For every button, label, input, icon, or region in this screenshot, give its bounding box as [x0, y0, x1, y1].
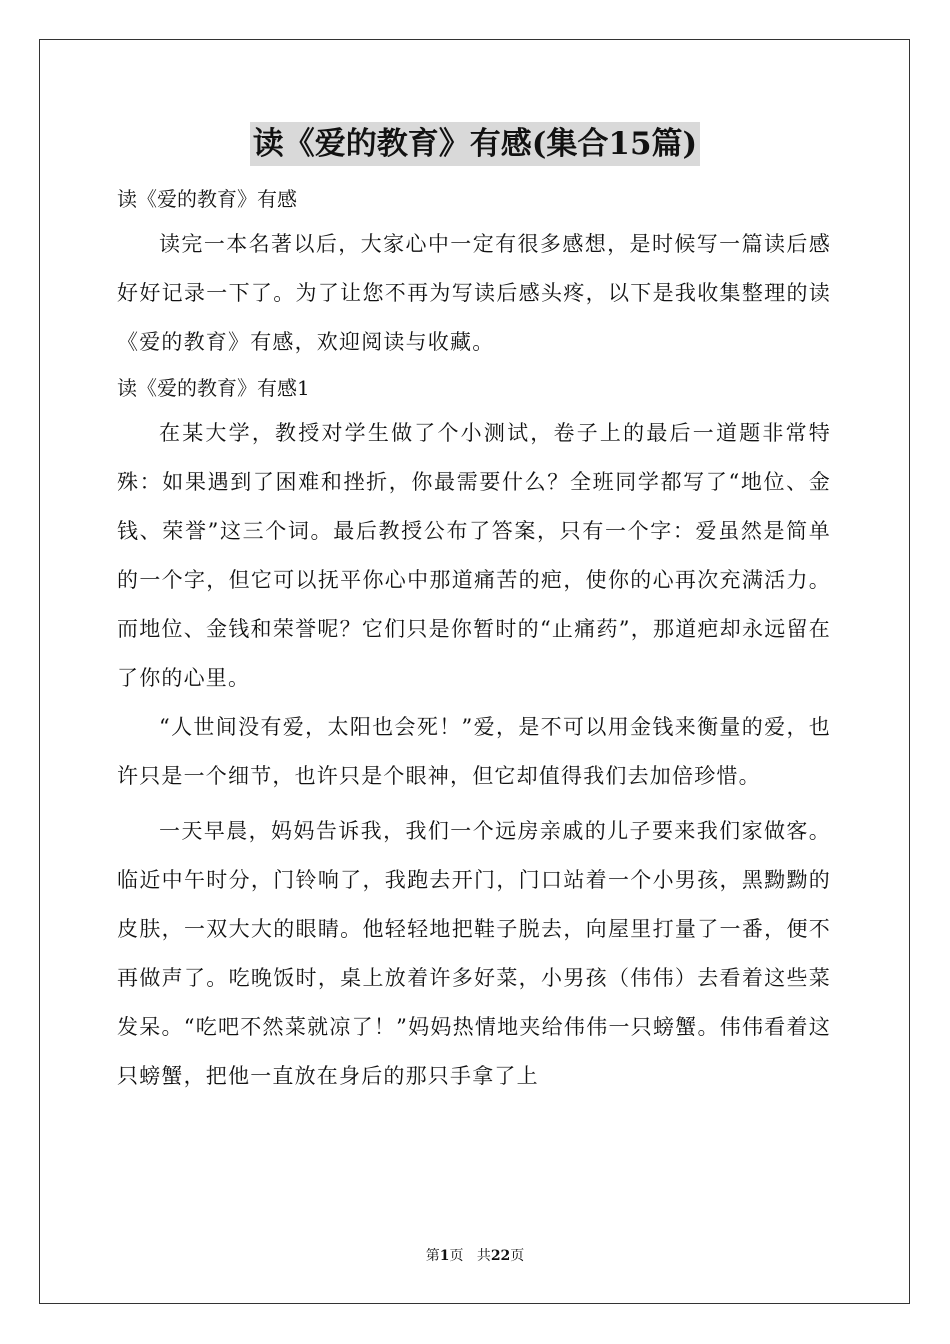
title-container	[0, 122, 950, 166]
body-paragraph-2: “人世间没有爱，太阳也会死！”爱，是不可以用金钱来衡量的爱，也许只是一个细节，也许只是个眼神，但它却值得我们去加倍珍惜。	[117, 715, 831, 788]
total-suffix: 页	[510, 1248, 525, 1264]
document-body	[117, 180, 831, 1101]
section-heading-intro: 读《爱的教育》有感	[117, 187, 297, 211]
page-prefix: 第	[425, 1248, 440, 1264]
page-suffix: 页	[449, 1248, 464, 1264]
body-paragraph-3: 一天早晨，妈妈告诉我，我们一个远房亲戚的儿子要来我们家做客。临近中午时分，门铃响了，我跑去开门，门口站着一个小男孩，黑黝黝的皮肤，一双大大的眼睛。他轻轻地把鞋子脱去，向屋里打量了一番，便不再做声了。吃晚饭时，桌上放着许多好菜，小男孩（伟伟）去看着这些菜发呆。“吃吧不然菜就凉了！”妈妈热情地夹给伟伟一只螃蟹。伟伟看着这只螃蟹，把他一直放在身后的那只手拿了上	[117, 819, 831, 1088]
document-title: 读《爱的教育》有感(集合15篇)	[250, 122, 700, 166]
page-footer	[0, 1246, 950, 1266]
total-prefix: 共	[476, 1248, 491, 1264]
body-paragraph-1: 在某大学，教授对学生做了个小测试，卷子上的最后一道题非常特殊：如果遇到了困难和挫折，你最需要什么？全班同学都写了“地位、金钱、荣誉”这三个词。最后教授公布了答案，只有一个字：爱虽然是简单的一个字，但它可以抚平你心中那道痛苦的疤，使你的心再次充满活力。而地位、金钱和荣誉呢？它们只是你暂时的“止痛药”，那道疤却永远留在了你的心里。	[117, 421, 831, 690]
section-heading-1: 读《爱的教育》有感1	[117, 376, 310, 400]
intro-paragraph: 读完一本名著以后，大家心中一定有很多感想，是时候写一篇读后感好好记录一下了。为了让您不再为写读后感头疼，以下是我收集整理的读《爱的教育》有感，欢迎阅读与收藏。	[117, 232, 831, 354]
total-pages: 22	[490, 1248, 511, 1264]
page-number: 1	[439, 1248, 450, 1264]
